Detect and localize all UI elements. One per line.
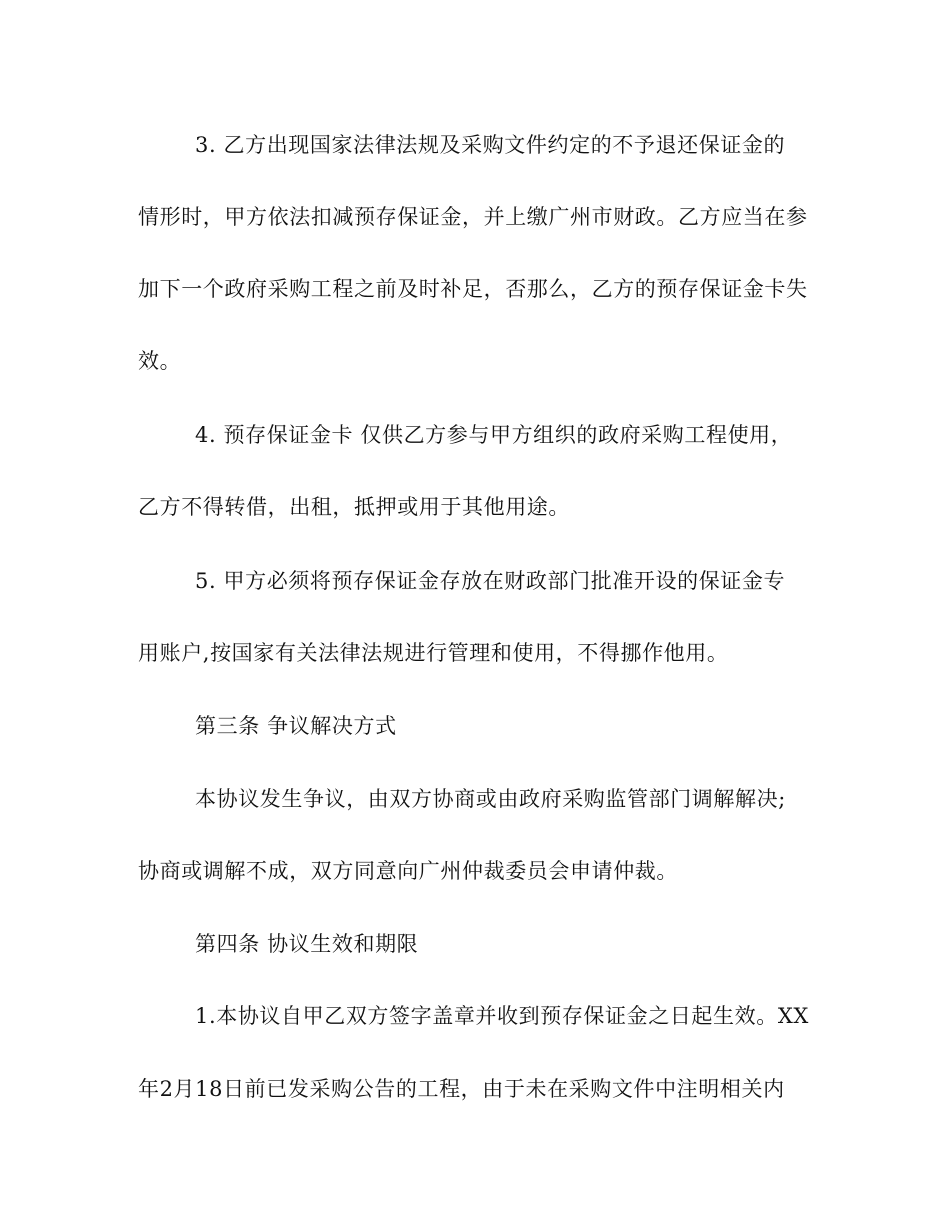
section-heading: 第四条 协议生效和期限 (195, 932, 419, 956)
paragraph-line: 协商或调解不成，双方同意向广州仲裁委员会申请仲裁。 (138, 859, 678, 883)
paragraph-line: 3. 乙方出现国家法律法规及采购文件约定的不予退还保证金的 (195, 133, 786, 157)
paragraph-line: 用账户,按国家有关法律法规进行管理和使用，不得挪作他用。 (138, 641, 729, 665)
section-heading: 第三条 争议解决方式 (195, 714, 397, 738)
paragraph-line: 加下一个政府采购工程之前及时补足，否那么，乙方的预存保证金卡失 (138, 277, 808, 301)
paragraph-line: 年2月18日前已发采购公告的工程，由于未在采购文件中注明相关内 (138, 1077, 785, 1101)
paragraph-line: 本协议发生争议，由双方协商或由政府采购监管部门调解解决; (195, 787, 786, 811)
paragraph-line: 1.本协议自甲乙双方签字盖章并收到预存保证金之日起生效。XX (195, 1004, 809, 1028)
paragraph-line: 5. 甲方必须将预存保证金存放在财政部门批准开设的保证金专 (195, 569, 786, 593)
paragraph-line: 效。 (138, 349, 182, 373)
paragraph-line: 4. 预存保证金卡 仅供乙方参与甲方组织的政府采购工程使用， (195, 423, 793, 447)
paragraph-line: 情形时，甲方依法扣减预存保证金，并上缴广州市财政。乙方应当在参 (138, 205, 808, 229)
paragraph-line: 乙方不得转借，出租，抵押或用于其他用途。 (138, 495, 570, 519)
